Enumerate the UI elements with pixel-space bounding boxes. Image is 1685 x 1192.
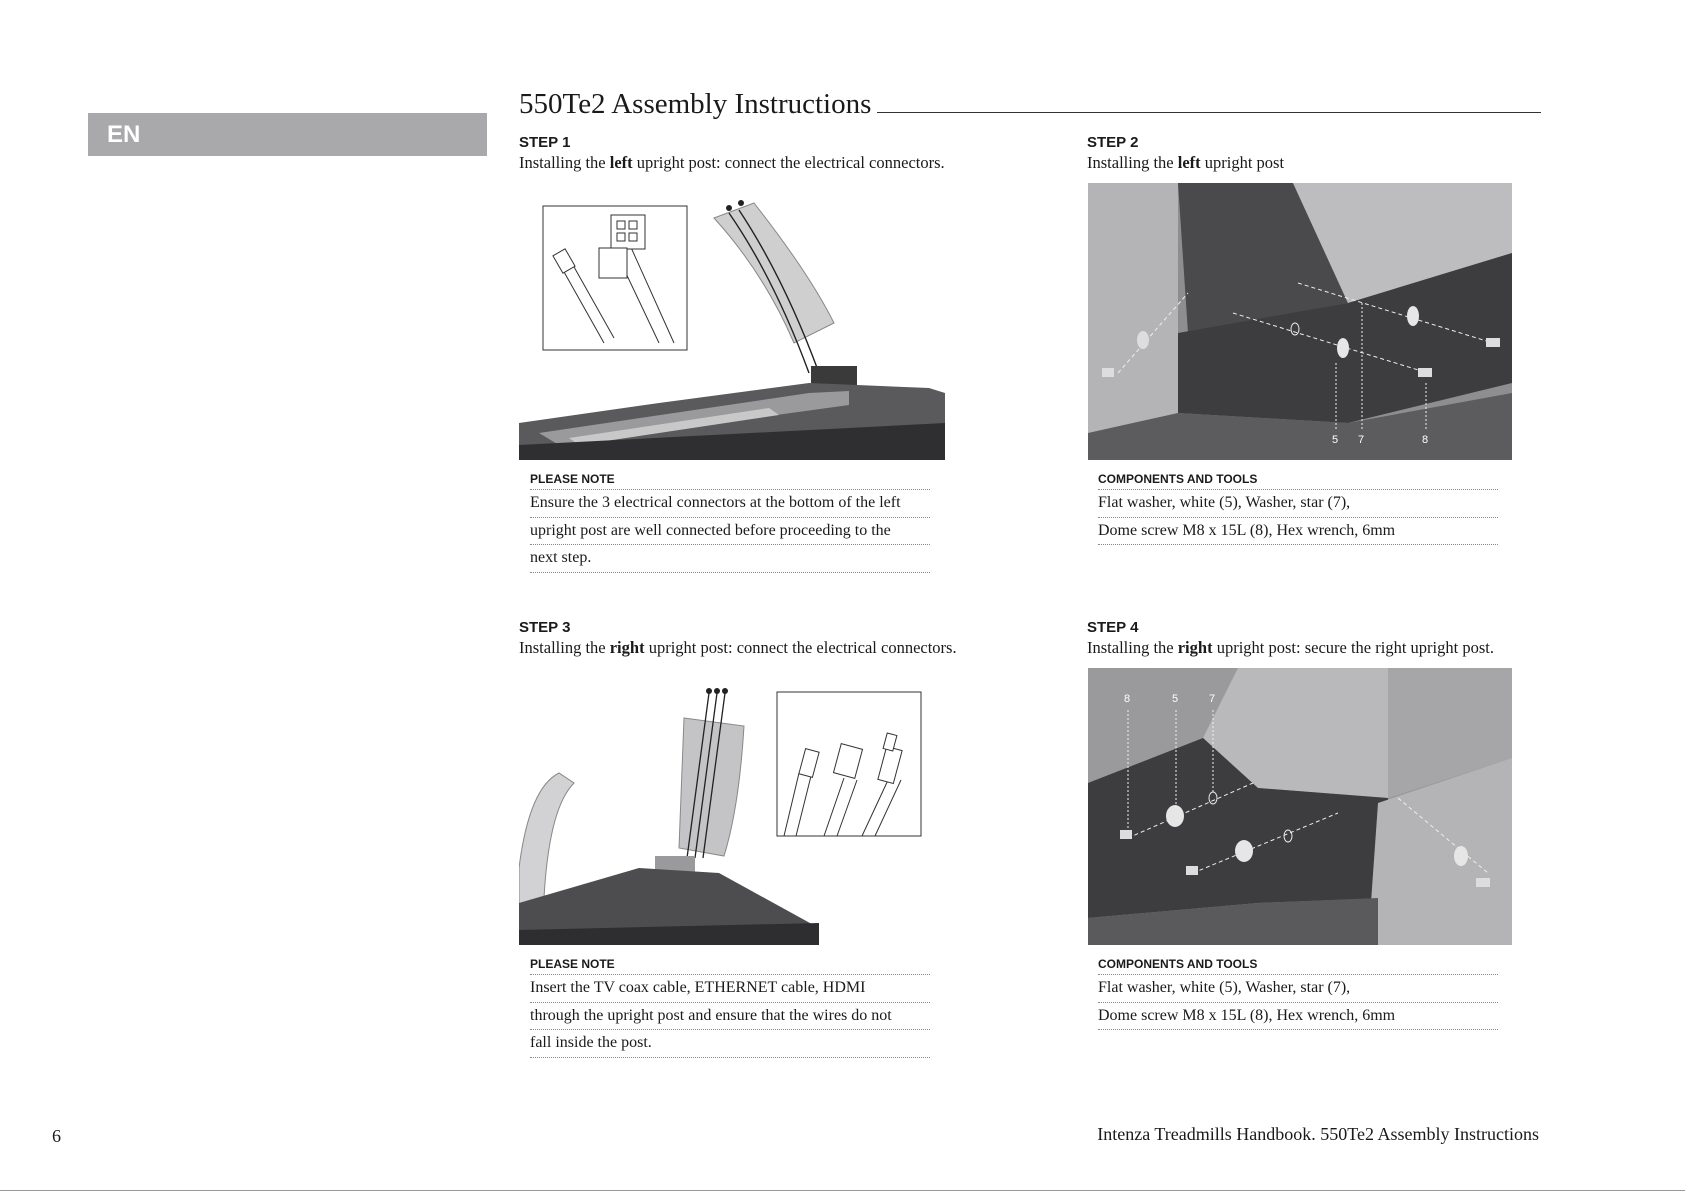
notes-line: upright post are well connected before proceeding to the <box>530 518 930 546</box>
step-heading: STEP 4 <box>1087 619 1139 636</box>
notes-heading: COMPONENTS AND TOOLS <box>1098 471 1498 490</box>
step-4-notes <box>1098 956 1498 1030</box>
notes-line: Flat washer, white (5), Washer, star (7), <box>1098 490 1498 518</box>
notes-line: Insert the TV coax cable, ETHERNET cable, HDMI <box>530 975 930 1003</box>
step-3 <box>519 619 989 659</box>
notes-heading: PLEASE NOTE <box>530 956 930 975</box>
step-1-illustration <box>519 183 945 460</box>
step-4-illustration <box>1088 668 1512 945</box>
title-rule <box>877 112 1541 113</box>
step-heading: STEP 1 <box>519 134 571 151</box>
notes-line: Ensure the 3 electrical connectors at the bottom of the left <box>530 490 930 518</box>
step-4 <box>1087 619 1557 659</box>
notes-heading: COMPONENTS AND TOOLS <box>1098 956 1498 975</box>
step-heading: STEP 2 <box>1087 134 1139 151</box>
step-3-illustration <box>519 668 945 945</box>
callout-7: 7 <box>1209 693 1216 705</box>
step-heading: STEP 3 <box>519 619 571 636</box>
page-title-text: 550Te2 Assembly Instructions <box>519 88 872 120</box>
step-description: Installing the left upright post <box>1087 153 1285 172</box>
page-number: 6 <box>52 1126 61 1146</box>
step-description: Installing the left upright post: connect the electrical connectors. <box>519 153 945 172</box>
step-description: Installing the right upright post: secure the right upright post. <box>1087 638 1494 657</box>
notes-line: through the upright post and ensure that the wires do not <box>530 1003 930 1031</box>
step-2-illustration <box>1088 183 1512 460</box>
notes-line: next step. <box>530 545 930 573</box>
bottom-rule <box>0 1190 1685 1191</box>
callout-5: 5 <box>1332 434 1339 446</box>
callout-8: 8 <box>1124 693 1131 705</box>
step-2-notes <box>1098 471 1498 545</box>
step-description: Installing the right upright post: connect the electrical connectors. <box>519 638 957 657</box>
step-1 <box>519 134 989 174</box>
callout-5: 5 <box>1172 693 1179 705</box>
notes-line: Dome screw M8 x 15L (8), Hex wrench, 6mm <box>1098 1003 1498 1031</box>
step-1-notes <box>530 471 930 573</box>
step-3-notes <box>530 956 930 1058</box>
notes-heading: PLEASE NOTE <box>530 471 930 490</box>
notes-line: fall inside the post. <box>530 1030 930 1058</box>
callout-7: 7 <box>1358 434 1365 446</box>
callout-8: 8 <box>1422 434 1429 446</box>
page-title <box>519 86 1541 120</box>
notes-line: Flat washer, white (5), Washer, star (7), <box>1098 975 1498 1003</box>
step-2 <box>1087 134 1557 174</box>
notes-line: Dome screw M8 x 15L (8), Hex wrench, 6mm <box>1098 518 1498 546</box>
footer-text: Intenza Treadmills Handbook. 550Te2 Assembly Instructions <box>1097 1124 1539 1144</box>
language-tab: EN <box>88 113 487 156</box>
